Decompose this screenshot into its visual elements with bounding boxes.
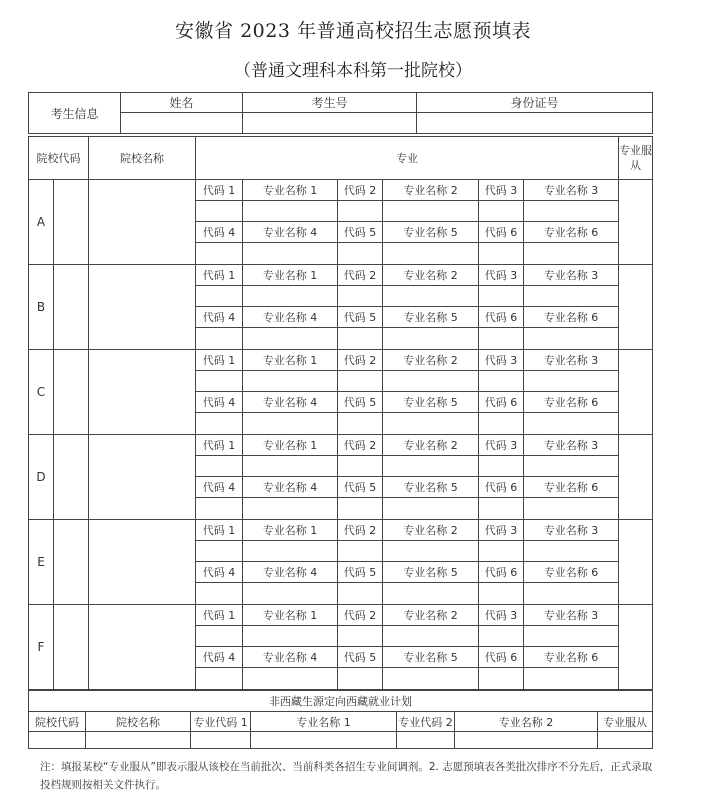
preference-row: [29, 265, 653, 286]
tibet-major-name1-field[interactable]: [251, 732, 397, 749]
choice-letter: A: [29, 180, 54, 265]
major-name-label: 专业名称 1: [243, 435, 338, 456]
major-name-field[interactable]: [383, 371, 479, 392]
major-name-field[interactable]: [524, 243, 619, 265]
major-name-label: 专业名称 3: [524, 265, 619, 286]
major-code-label: 代码 1: [196, 605, 243, 626]
major-code-label: 代码 1: [196, 265, 243, 286]
major-code-field[interactable]: [196, 583, 243, 605]
major-name-field[interactable]: [524, 541, 619, 562]
major-code-field[interactable]: [338, 243, 383, 265]
major-name-field[interactable]: [524, 626, 619, 647]
major-obey-field[interactable]: [619, 265, 653, 350]
major-name-field[interactable]: [383, 498, 479, 520]
major-code-label: 代码 2: [338, 605, 383, 626]
major-name-label: 专业名称 5: [383, 562, 479, 583]
tibet-plan-table: [28, 690, 653, 749]
major-name-label: 专业名称 2: [383, 265, 479, 286]
major-name-field[interactable]: [524, 456, 619, 477]
tibet-major-name1-header: 专业名称 1: [251, 712, 397, 732]
major-code-field[interactable]: [196, 371, 243, 392]
tibet-major-code1-header: 专业代码 1: [191, 712, 251, 732]
major-code-label: 代码 6: [479, 562, 524, 583]
school-name-field[interactable]: [89, 520, 196, 605]
major-name-label: 专业名称 3: [524, 605, 619, 626]
major-code-label: 代码 5: [338, 392, 383, 413]
school-code-header: 院校代码: [29, 137, 89, 180]
major-code-field[interactable]: [338, 541, 383, 562]
major-name-field[interactable]: [243, 286, 338, 307]
major-obey-field[interactable]: [619, 605, 653, 690]
major-name-label: 专业名称 2: [383, 350, 479, 371]
major-name-label: 专业名称 1: [243, 605, 338, 626]
major-name-field[interactable]: [243, 668, 338, 690]
major-code-field[interactable]: [196, 243, 243, 265]
tibet-major-name2-field[interactable]: [455, 732, 598, 749]
major-name-field[interactable]: [243, 498, 338, 520]
major-name-field[interactable]: [383, 413, 479, 435]
major-name-label: 专业名称 1: [243, 350, 338, 371]
school-code-field[interactable]: [54, 180, 89, 265]
preference-row: [29, 520, 653, 541]
tibet-obey-field[interactable]: [598, 732, 653, 749]
preference-row: [29, 605, 653, 626]
school-code-field[interactable]: [54, 435, 89, 520]
major-name-label: 专业名称 6: [524, 647, 619, 668]
major-code-label: 代码 3: [479, 180, 524, 201]
school-name-field[interactable]: [89, 605, 196, 690]
major-name-field[interactable]: [383, 626, 479, 647]
major-code-label: 代码 4: [196, 477, 243, 498]
school-code-field[interactable]: [54, 520, 89, 605]
major-name-label: 专业名称 4: [243, 392, 338, 413]
school-name-field[interactable]: [89, 265, 196, 350]
major-code-field[interactable]: [479, 456, 524, 477]
preference-row: [29, 350, 653, 371]
major-code-label: 代码 4: [196, 222, 243, 243]
major-code-field[interactable]: [338, 413, 383, 435]
major-code-field[interactable]: [338, 286, 383, 307]
major-name-label: 专业名称 1: [243, 180, 338, 201]
major-name-field[interactable]: [243, 243, 338, 265]
major-name-label: 专业名称 4: [243, 477, 338, 498]
tibet-obey-header: 专业服从: [598, 712, 653, 732]
major-name-field[interactable]: [383, 328, 479, 350]
choice-letter: D: [29, 435, 54, 520]
major-code-field[interactable]: [479, 286, 524, 307]
major-code-label: 代码 1: [196, 520, 243, 541]
school-name-field[interactable]: [89, 435, 196, 520]
major-name-field[interactable]: [524, 668, 619, 690]
major-code-field[interactable]: [338, 668, 383, 690]
major-header: 专业: [196, 137, 619, 180]
major-code-label: 代码 2: [338, 265, 383, 286]
major-name-label: 专业名称 1: [243, 265, 338, 286]
choice-letter: B: [29, 265, 54, 350]
major-name-label: 专业名称 4: [243, 222, 338, 243]
major-obey-field[interactable]: [619, 180, 653, 265]
major-name-label: 专业名称 6: [524, 392, 619, 413]
tibet-school-name-field[interactable]: [86, 732, 191, 749]
major-code-label: 代码 3: [479, 265, 524, 286]
major-code-field[interactable]: [479, 243, 524, 265]
major-name-label: 专业名称 5: [383, 307, 479, 328]
major-name-field[interactable]: [383, 583, 479, 605]
major-code-field[interactable]: [338, 328, 383, 350]
school-name-field[interactable]: [89, 350, 196, 435]
choice-letter: E: [29, 520, 54, 605]
major-code-field[interactable]: [479, 371, 524, 392]
major-name-label: 专业名称 5: [383, 222, 479, 243]
school-name-field[interactable]: [89, 180, 196, 265]
major-code-field[interactable]: [338, 583, 383, 605]
major-code-label: 代码 6: [479, 222, 524, 243]
major-name-label: 专业名称 6: [524, 562, 619, 583]
major-code-label: 代码 6: [479, 647, 524, 668]
school-name-header: 院校名称: [89, 137, 196, 180]
major-code-label: 代码 6: [479, 307, 524, 328]
major-code-field[interactable]: [196, 498, 243, 520]
major-code-label: 代码 5: [338, 222, 383, 243]
major-code-field[interactable]: [479, 201, 524, 222]
major-code-field[interactable]: [479, 583, 524, 605]
major-code-field[interactable]: [479, 541, 524, 562]
major-code-label: 代码 4: [196, 647, 243, 668]
name-header: 姓名: [121, 93, 243, 113]
major-name-label: 专业名称 1: [243, 520, 338, 541]
major-name-label: 专业名称 3: [524, 435, 619, 456]
major-name-label: 专业名称 4: [243, 647, 338, 668]
major-name-label: 专业名称 3: [524, 520, 619, 541]
major-name-field[interactable]: [524, 498, 619, 520]
major-code-field[interactable]: [196, 541, 243, 562]
major-code-field[interactable]: [196, 328, 243, 350]
major-name-label: 专业名称 3: [524, 180, 619, 201]
choice-letter: F: [29, 605, 54, 690]
major-code-label: 代码 5: [338, 307, 383, 328]
school-code-field[interactable]: [54, 265, 89, 350]
major-name-field[interactable]: [243, 413, 338, 435]
major-name-field[interactable]: [243, 583, 338, 605]
tibet-school-code-field[interactable]: [29, 732, 86, 749]
major-code-label: 代码 6: [479, 477, 524, 498]
major-code-field[interactable]: [338, 626, 383, 647]
major-name-field[interactable]: [524, 413, 619, 435]
school-code-field[interactable]: [54, 605, 89, 690]
major-obey-field[interactable]: [619, 350, 653, 435]
major-code-field[interactable]: [338, 456, 383, 477]
major-code-label: 代码 1: [196, 435, 243, 456]
major-code-label: 代码 2: [338, 180, 383, 201]
major-name-field[interactable]: [243, 541, 338, 562]
exam-number-field[interactable]: [243, 113, 417, 134]
student-info-label: 考生信息: [29, 93, 121, 134]
major-code-label: 代码 4: [196, 392, 243, 413]
major-name-label: 专业名称 2: [383, 435, 479, 456]
major-name-label: 专业名称 5: [383, 392, 479, 413]
major-code-label: 代码 3: [479, 350, 524, 371]
major-code-field[interactable]: [338, 371, 383, 392]
major-name-label: 专业名称 5: [383, 647, 479, 668]
major-code-field[interactable]: [479, 328, 524, 350]
major-code-field[interactable]: [479, 668, 524, 690]
major-code-label: 代码 3: [479, 520, 524, 541]
tibet-school-code-header: 院校代码: [29, 712, 86, 732]
major-code-label: 代码 3: [479, 435, 524, 456]
tibet-school-name-header: 院校名称: [86, 712, 191, 732]
major-name-field[interactable]: [243, 328, 338, 350]
major-code-label: 代码 1: [196, 180, 243, 201]
major-name-field[interactable]: [243, 371, 338, 392]
major-code-field[interactable]: [479, 498, 524, 520]
major-name-field[interactable]: [383, 668, 479, 690]
major-name-label: 专业名称 6: [524, 307, 619, 328]
id-number-field[interactable]: [417, 113, 653, 134]
major-code-label: 代码 2: [338, 350, 383, 371]
major-name-label: 专业名称 2: [383, 520, 479, 541]
footnote: 注：填报某校“专业服从”即表示服从该校在当前批次、当前科类各招生专业间调剂。2. 志愿预填表各类批次排序不分先后，正式录取投档规则按相关文件执行。: [40, 761, 653, 791]
major-name-label: 专业名称 4: [243, 307, 338, 328]
major-name-label: 专业名称 2: [383, 605, 479, 626]
major-code-label: 代码 5: [338, 477, 383, 498]
major-name-field[interactable]: [383, 541, 479, 562]
exam-number-header: 考生号: [243, 93, 417, 113]
major-code-field[interactable]: [338, 498, 383, 520]
major-code-field[interactable]: [196, 201, 243, 222]
major-name-field[interactable]: [243, 201, 338, 222]
major-code-field[interactable]: [479, 413, 524, 435]
tibet-major-code1-field[interactable]: [191, 732, 251, 749]
name-field[interactable]: [121, 113, 243, 134]
major-obey-header: 专业服从: [619, 137, 653, 180]
major-obey-field[interactable]: [619, 435, 653, 520]
preference-row: [29, 435, 653, 456]
tibet-major-name2-header: 专业名称 2: [455, 712, 598, 732]
major-name-field[interactable]: [243, 626, 338, 647]
major-name-field[interactable]: [383, 201, 479, 222]
major-code-label: 代码 2: [338, 520, 383, 541]
major-code-label: 代码 4: [196, 562, 243, 583]
major-name-field[interactable]: [524, 201, 619, 222]
major-code-field[interactable]: [196, 286, 243, 307]
tibet-major-code2-header: 专业代码 2: [397, 712, 455, 732]
choice-letter: C: [29, 350, 54, 435]
major-code-label: 代码 2: [338, 435, 383, 456]
major-name-label: 专业名称 6: [524, 477, 619, 498]
major-name-field[interactable]: [383, 243, 479, 265]
major-code-label: 代码 6: [479, 392, 524, 413]
tibet-major-code2-field[interactable]: [397, 732, 455, 749]
major-name-label: 专业名称 2: [383, 180, 479, 201]
id-number-header: 身份证号: [417, 93, 653, 113]
major-code-label: 代码 3: [479, 605, 524, 626]
major-name-label: 专业名称 4: [243, 562, 338, 583]
major-code-label: 代码 5: [338, 647, 383, 668]
major-name-field[interactable]: [383, 456, 479, 477]
major-code-field[interactable]: [196, 413, 243, 435]
school-code-field[interactable]: [54, 350, 89, 435]
major-code-field[interactable]: [196, 626, 243, 647]
major-code-field[interactable]: [338, 201, 383, 222]
form-subtitle: （普通文理科本科第一批院校）: [234, 61, 472, 81]
preference-table: [28, 136, 653, 690]
major-code-field[interactable]: [479, 626, 524, 647]
major-name-field[interactable]: [524, 583, 619, 605]
tibet-plan-title: 非西藏生源定向西藏就业计划: [29, 691, 653, 712]
major-name-field[interactable]: [243, 456, 338, 477]
major-name-label: 专业名称 3: [524, 350, 619, 371]
major-name-field[interactable]: [524, 286, 619, 307]
major-name-field[interactable]: [383, 286, 479, 307]
major-obey-field[interactable]: [619, 520, 653, 605]
major-code-label: 代码 4: [196, 307, 243, 328]
major-code-label: 代码 1: [196, 350, 243, 371]
form-title: 安徽省 2023 年普通高校招生志愿预填表: [175, 20, 531, 42]
preference-row: [29, 180, 653, 201]
major-name-field[interactable]: [524, 371, 619, 392]
student-info-table: [28, 92, 653, 134]
major-name-field[interactable]: [524, 328, 619, 350]
major-name-label: 专业名称 6: [524, 222, 619, 243]
major-code-field[interactable]: [196, 456, 243, 477]
major-name-label: 专业名称 5: [383, 477, 479, 498]
major-code-label: 代码 5: [338, 562, 383, 583]
major-code-field[interactable]: [196, 668, 243, 690]
